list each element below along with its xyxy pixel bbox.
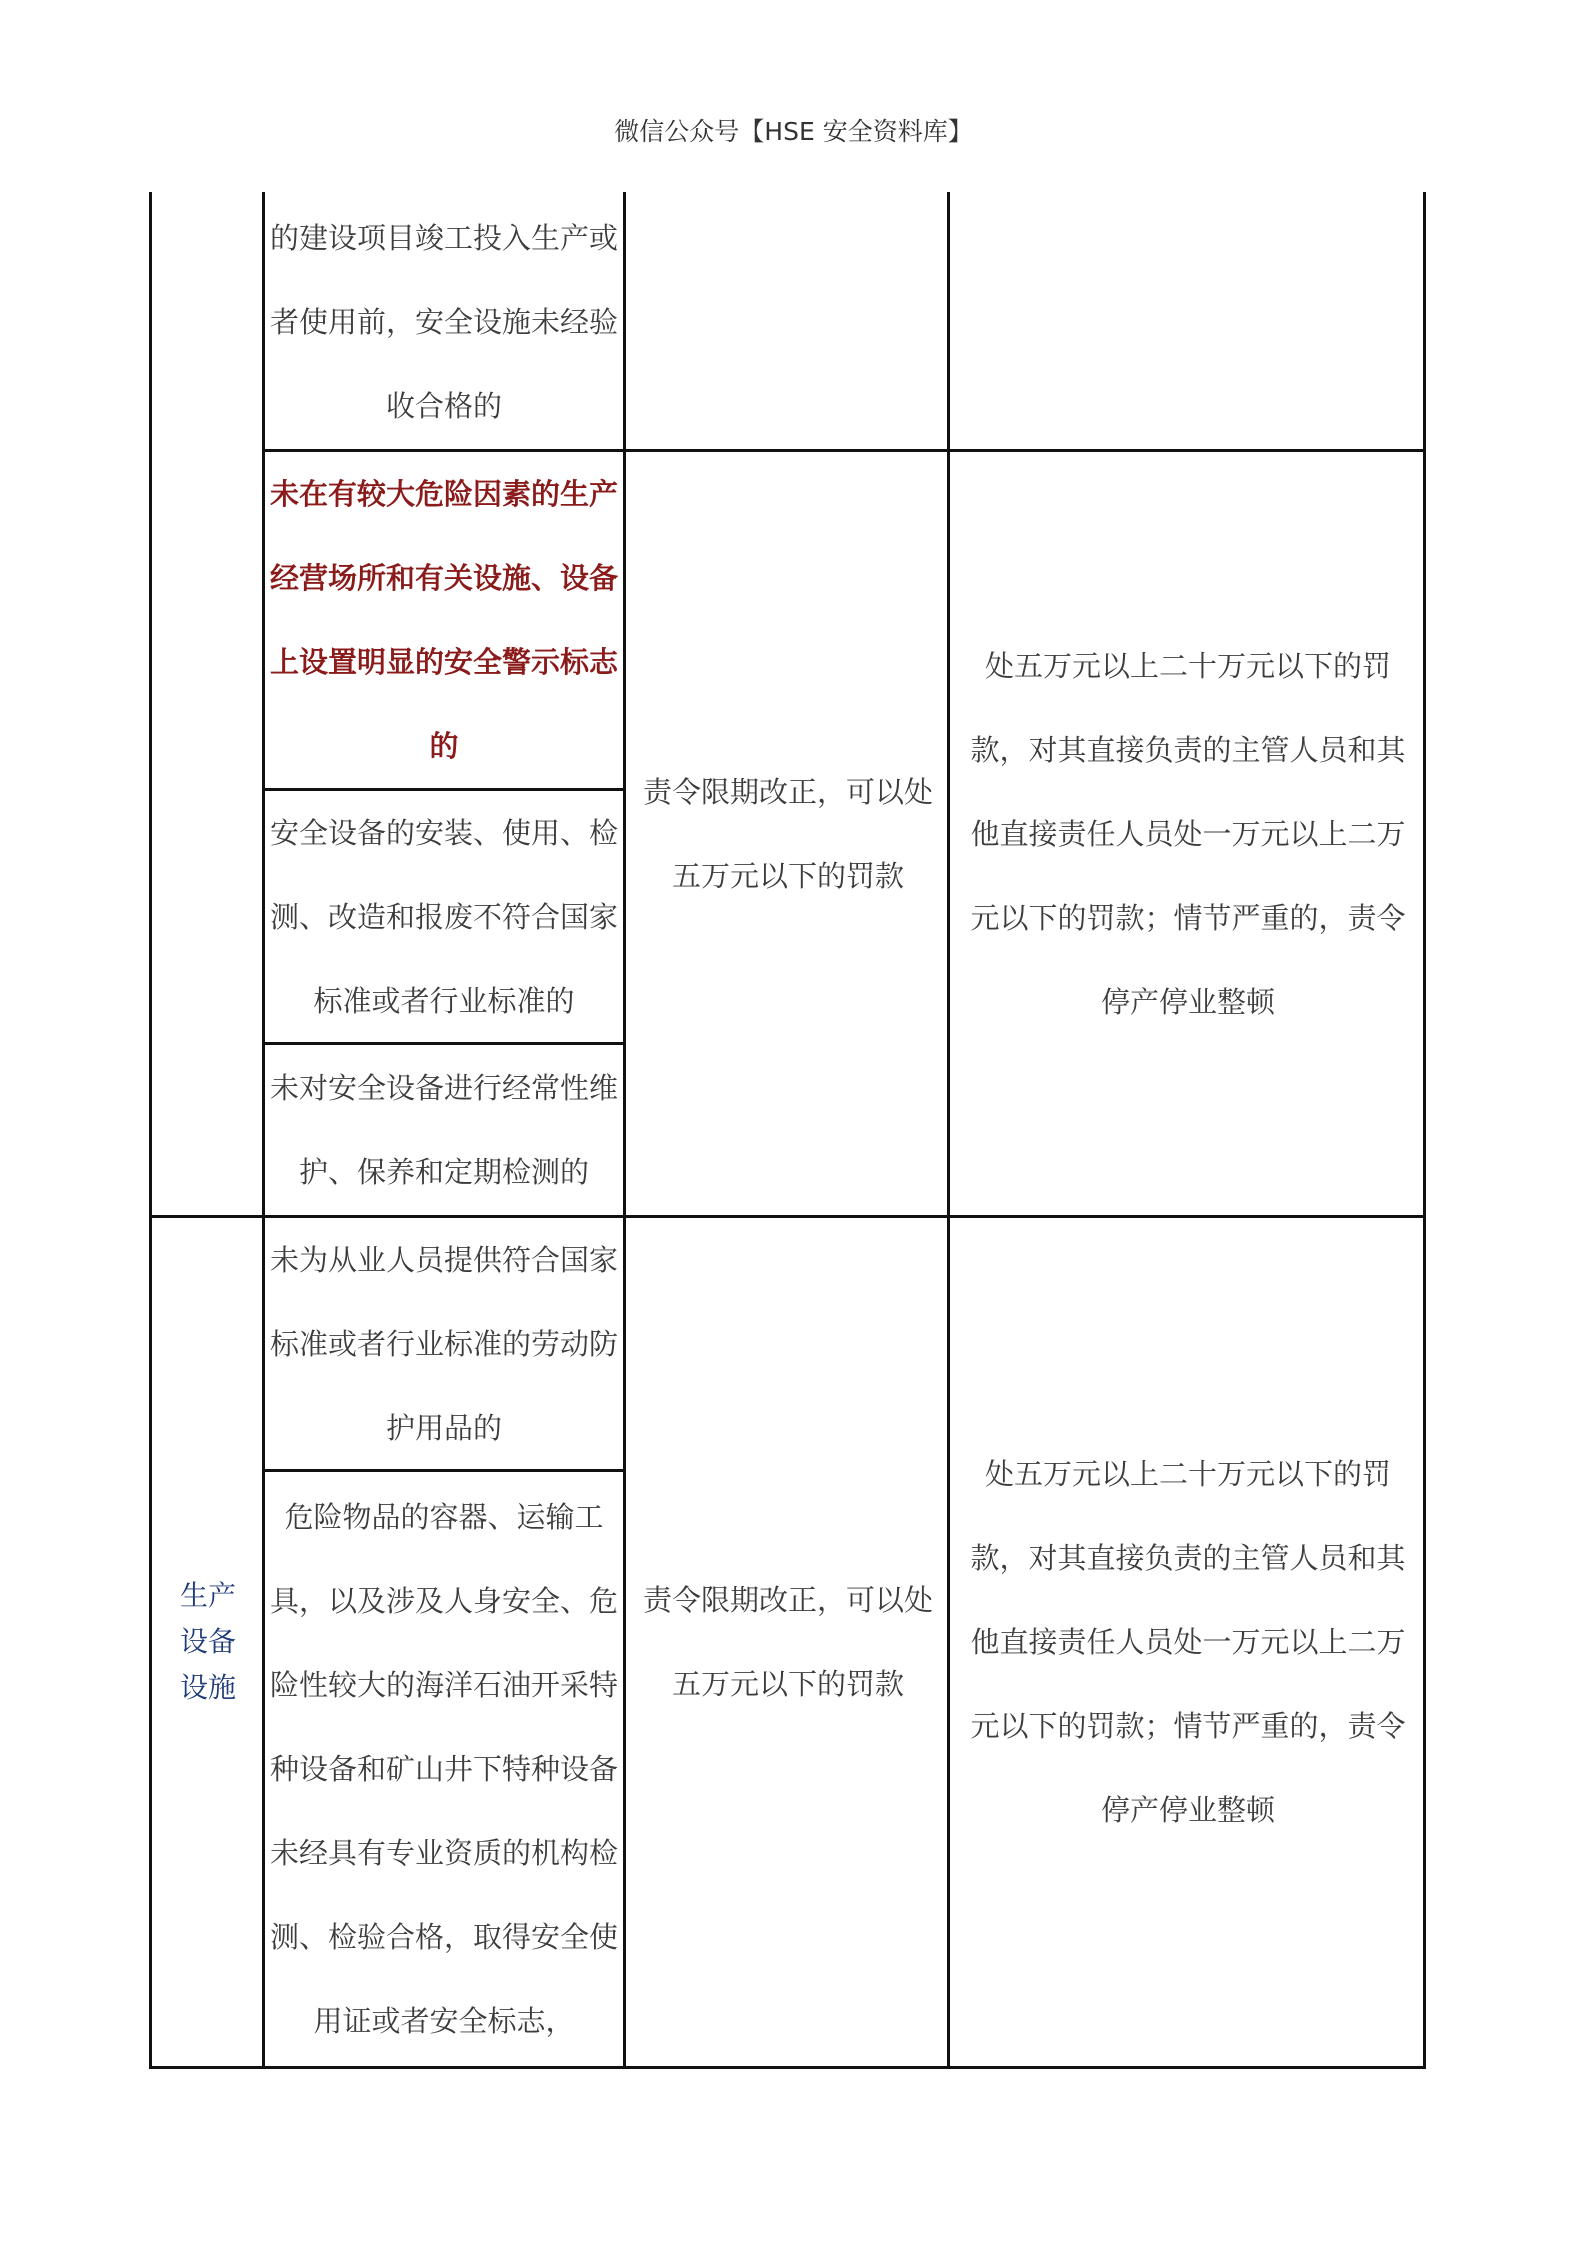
category-label: 生产设备设施 xyxy=(179,1579,236,1704)
column-divider-2 xyxy=(623,192,626,2069)
table-border-left-top xyxy=(149,192,152,1217)
penalty-cell xyxy=(958,1218,1418,2066)
table-border-bottom xyxy=(149,2066,1426,2069)
column-divider-1 xyxy=(262,192,265,2069)
table-border-left xyxy=(149,1217,152,2069)
order-cell xyxy=(638,452,938,1215)
violation-text: 未对安全设备进行经常性维护、保养和定期检测的 xyxy=(269,1071,618,1189)
category-cell xyxy=(173,1218,243,2066)
column-divider-3 xyxy=(947,192,950,2069)
violation-cell xyxy=(268,1218,620,1469)
violation-text: 危险物品的容器、运输工具，以及涉及人身安全、危险性较大的海洋石油开采特种设备和矿山井下特种设备未经具有专业资质的机构检测、检验合格，取得安全使用证或者安全标志， xyxy=(269,1500,618,2038)
violation-cell xyxy=(268,195,620,449)
violation-cell xyxy=(268,1045,620,1215)
violation-text-highlighted: 未在有较大危险因素的生产经营场所和有关设施、设备上设置明显的安全警示标志的 xyxy=(269,477,618,763)
order-cell xyxy=(638,1218,938,2066)
violation-text: 未为从业人员提供符合国家标准或者行业标准的劳动防护用品的 xyxy=(269,1242,618,1445)
violation-text: 的建设项目竣工投入生产或者使用前，安全设施未经验收合格的 xyxy=(269,221,618,423)
violation-cell-highlighted xyxy=(268,452,620,788)
penalty-cell xyxy=(958,452,1418,1215)
penalty-text: 处五万元以上二十万元以下的罚款，对其直接负责的主管人员和其他直接责任人员处一万元以上二万元以下的罚款；情节严重的，责令停产停业整顿 xyxy=(970,648,1406,1019)
table-border-right xyxy=(1423,192,1426,2069)
penalty-text: 处五万元以上二十万元以下的罚款，对其直接负责的主管人员和其他直接责任人员处一万元以上二万元以下的罚款；情节严重的，责令停产停业整顿 xyxy=(970,1457,1406,1827)
order-text: 责令限期改正，可以处五万元以下的罚款 xyxy=(642,774,933,893)
page-header: 微信公众号【HSE 安全资料库】 xyxy=(614,117,973,146)
violation-cell xyxy=(268,791,620,1042)
violation-text: 安全设备的安装、使用、检测、改造和报废不符合国家标准或者行业标准的 xyxy=(269,815,618,1018)
order-text: 责令限期改正，可以处五万元以下的罚款 xyxy=(642,1583,933,1701)
violation-cell xyxy=(268,1472,620,2066)
